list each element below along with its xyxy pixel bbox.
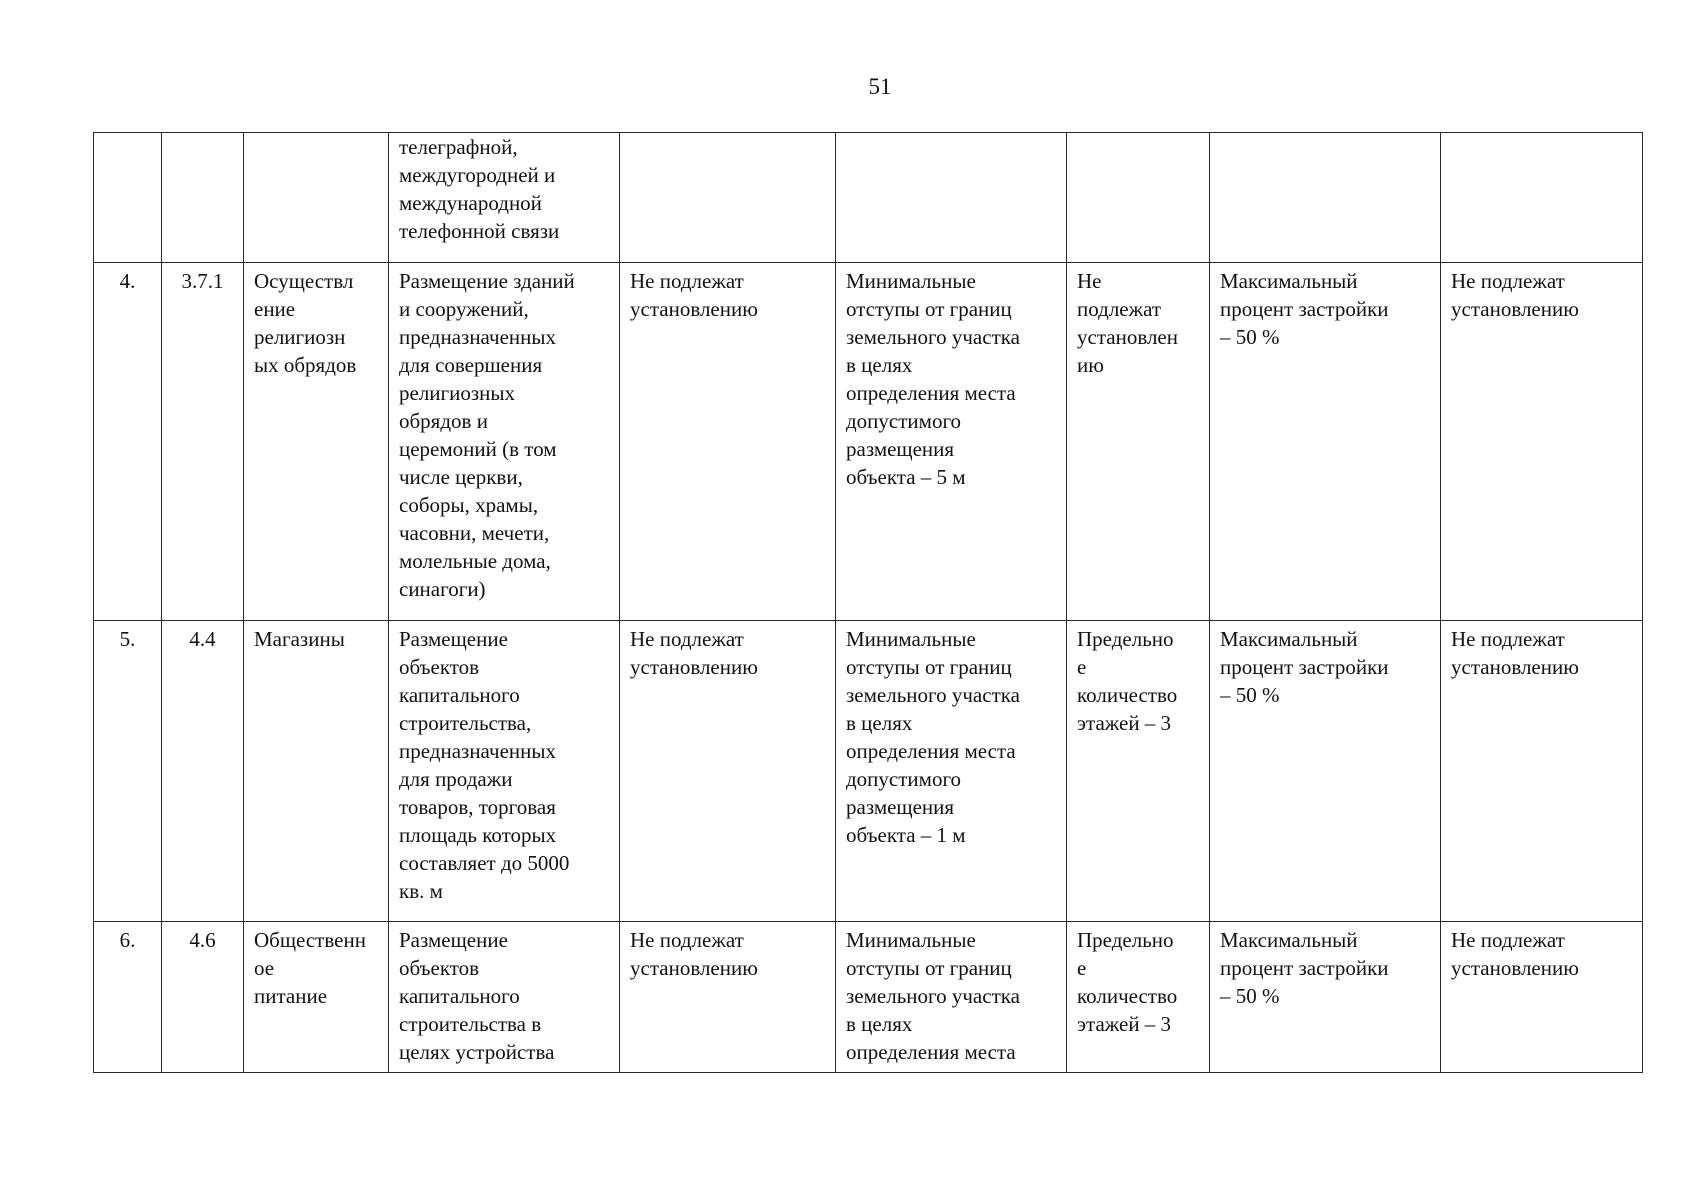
- code-cell: [162, 133, 244, 263]
- extra-cell: Не подлежат установлению: [1441, 263, 1643, 621]
- description-cell: Размещение зданий и сооружений, предназначенных для совершения религиозных обрядов и церемоний (в том числе церкви, соборы, храмы, часовни, мечети, молельные дома, синагоги): [389, 263, 620, 621]
- extra-cell: Не подлежат установлению: [1441, 621, 1643, 922]
- row-number-cell: 5.: [94, 621, 162, 922]
- setbacks-cell: Минимальные отступы от границ земельного участка в целях определения места: [836, 922, 1067, 1073]
- floors-cell: [1067, 133, 1210, 263]
- code-cell: 4.4: [162, 621, 244, 922]
- area-cell: Не подлежат установлению: [620, 621, 836, 922]
- extra-cell: Не подлежат установлению: [1441, 922, 1643, 1073]
- area-cell: [620, 133, 836, 263]
- coverage-cell: Максимальный процент застройки – 50 %: [1210, 621, 1441, 922]
- table-row: [94, 922, 1643, 1073]
- row-number-cell: 4.: [94, 263, 162, 621]
- description-cell: Размещение объектов капитального строительства, предназначенных для продажи товаров, торговая площадь которых составляет до 5000 кв. м: [389, 621, 620, 922]
- coverage-cell: Максимальный процент застройки – 50 %: [1210, 922, 1441, 1073]
- description-cell: Размещение объектов капитального строительства в целях устройства: [389, 922, 620, 1073]
- setbacks-cell: Минимальные отступы от границ земельного участка в целях определения места допустимого размещения объекта – 1 м: [836, 621, 1067, 922]
- use-name-cell: Магазины: [244, 621, 389, 922]
- table-row: [94, 133, 1643, 263]
- floors-cell: Не подлежат установлен ию: [1067, 263, 1210, 621]
- setbacks-cell: Минимальные отступы от границ земельного участка в целях определения места допустимого размещения объекта – 5 м: [836, 263, 1067, 621]
- setbacks-cell: [836, 133, 1067, 263]
- code-cell: 3.7.1: [162, 263, 244, 621]
- use-name-cell: Общественн ое питание: [244, 922, 389, 1073]
- use-name-cell: [244, 133, 389, 263]
- coverage-cell: Максимальный процент застройки – 50 %: [1210, 263, 1441, 621]
- area-cell: Не подлежат установлению: [620, 922, 836, 1073]
- code-cell: 4.6: [162, 922, 244, 1073]
- extra-cell: [1441, 133, 1643, 263]
- table-row: [94, 263, 1643, 621]
- use-name-cell: Осуществл ение религиозн ых обрядов: [244, 263, 389, 621]
- description-cell: телеграфной, междугородней и международной телефонной связи: [389, 133, 620, 263]
- area-cell: Не подлежат установлению: [620, 263, 836, 621]
- floors-cell: Предельно е количество этажей – 3: [1067, 621, 1210, 922]
- floors-cell: Предельно е количество этажей – 3: [1067, 922, 1210, 1073]
- coverage-cell: [1210, 133, 1441, 263]
- page-number: 51: [868, 74, 892, 99]
- row-number-cell: 6.: [94, 922, 162, 1073]
- table-row: [94, 621, 1643, 922]
- row-number-cell: [94, 133, 162, 263]
- regulations-table: [93, 132, 1643, 1073]
